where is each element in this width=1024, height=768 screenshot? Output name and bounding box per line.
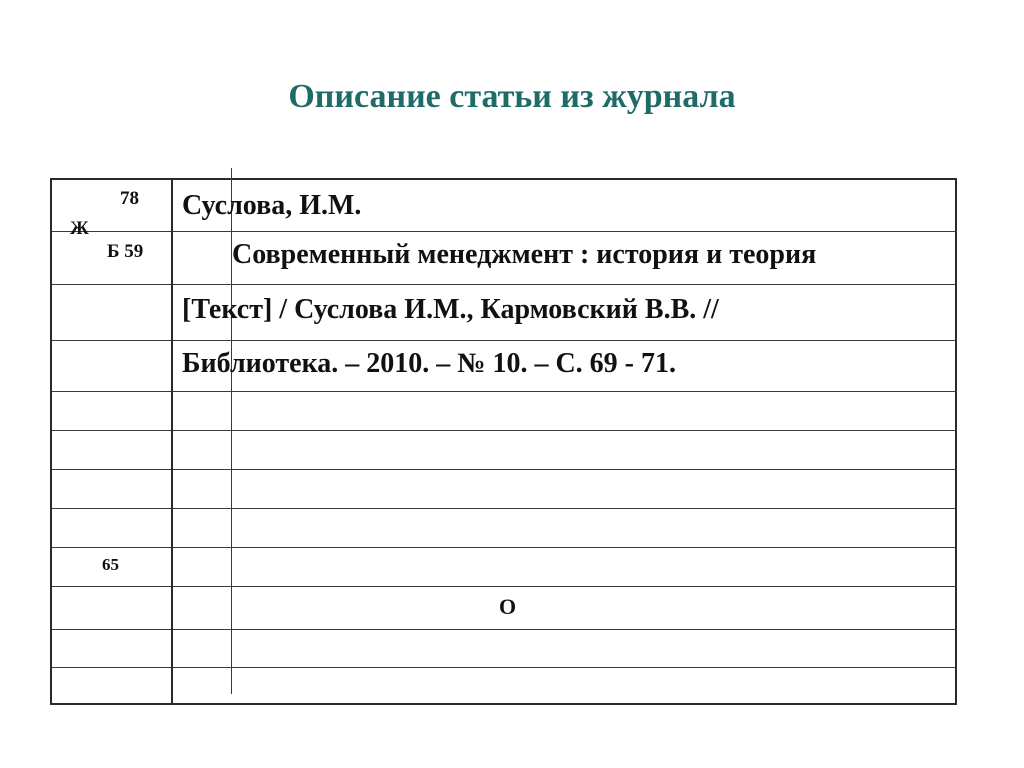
- card-rule-line: [52, 430, 957, 431]
- card-rule-line: [52, 667, 957, 668]
- index-letter: Ж: [70, 218, 89, 239]
- card-rule-line: [52, 469, 957, 470]
- author-mark: Б 59: [107, 241, 144, 262]
- card-rule-line: [52, 340, 957, 341]
- bottom-number: 65: [102, 555, 119, 574]
- description-line-author: Суслова, И.М.: [182, 190, 362, 221]
- card-rule-line: [52, 547, 957, 548]
- description-line-responsibility: [Текст] / Суслова И.М., Кармовский В.В. //: [182, 294, 719, 325]
- index-number-top: 78: [120, 188, 139, 209]
- card-rule-line: [52, 629, 957, 630]
- catalog-card: [50, 178, 957, 705]
- slide-title: Описание статьи из журнала: [288, 78, 736, 115]
- symbol-mark: О: [499, 594, 517, 619]
- card-left-margin-line: [171, 180, 173, 703]
- card-rule-line: [52, 391, 957, 392]
- card-rule-line: [172, 231, 957, 232]
- card-rule-line: [52, 508, 957, 509]
- card-rule-line: [52, 586, 957, 587]
- description-line-title: Современный менеджмент : история и теория: [232, 239, 817, 270]
- card-rule-line: [52, 284, 957, 285]
- description-line-source: Библиотека. – 2010. – № 10. – С. 69 - 71.: [182, 348, 676, 379]
